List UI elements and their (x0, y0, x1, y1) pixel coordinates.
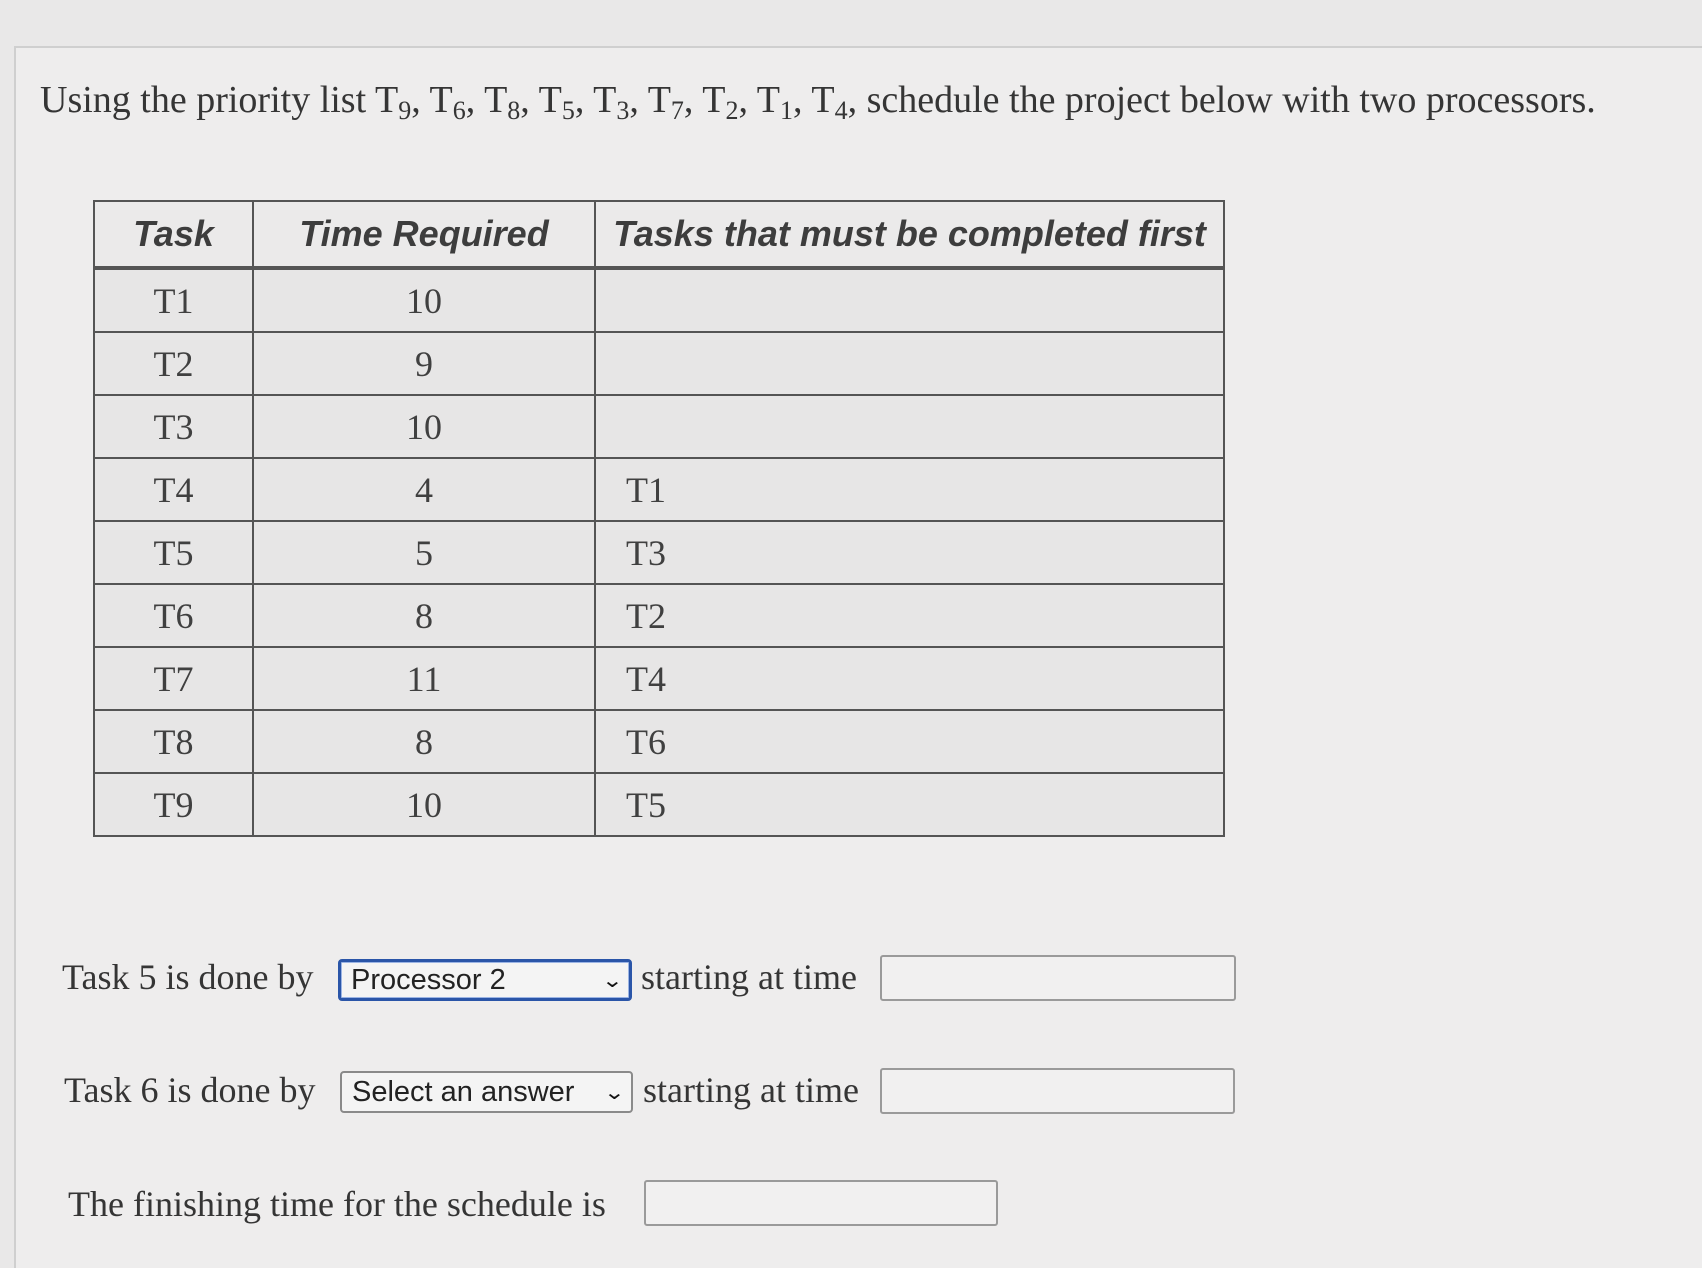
task-cell: T6 (94, 584, 253, 647)
priority-item: $T_5$, (538, 79, 594, 125)
table-row (94, 647, 1224, 710)
time-cell: 5 (253, 521, 595, 584)
task6-select-value: Select an answer (352, 1075, 575, 1108)
table-row (94, 584, 1224, 647)
time-cell: 10 (253, 268, 595, 332)
priority-item: $T_6$, (429, 79, 485, 125)
priority-item: $T_3$, (593, 79, 648, 125)
task5-label: Task 5 is done by (62, 957, 314, 997)
finishing-time-input[interactable] (644, 1180, 998, 1226)
prereq-cell: T1 (595, 458, 1224, 521)
header-time-required: Time Required (253, 201, 595, 268)
task-cell: T7 (94, 647, 253, 710)
time-cell: 9 (253, 332, 595, 395)
table-row (94, 332, 1224, 395)
question-suffix: schedule the project below with two processors. (866, 79, 1596, 121)
table-row (94, 521, 1224, 584)
task-cell: T3 (94, 395, 253, 458)
table-row (94, 773, 1224, 836)
time-cell: 11 (253, 647, 595, 710)
priority-item: $T_1$, (756, 79, 812, 125)
prereq-cell (595, 268, 1224, 332)
time-cell: 10 (253, 773, 595, 836)
prereq-cell (595, 332, 1224, 395)
time-cell: 8 (253, 710, 595, 773)
table-row (94, 710, 1224, 773)
task-cell: T4 (94, 458, 253, 521)
task6-label: Task 6 is done by (64, 1070, 316, 1110)
time-cell: 8 (253, 584, 595, 647)
task5-start-time-input[interactable] (880, 955, 1236, 1001)
prereq-cell: T2 (595, 584, 1224, 647)
header-task: Task (94, 201, 253, 268)
question-prefix: Using the priority list (40, 79, 375, 121)
priority-item: $T_9$, (374, 79, 430, 125)
task6-start-label: starting at time (643, 1070, 859, 1110)
priority-item: $T_7$, (647, 79, 703, 125)
time-cell: 10 (253, 395, 595, 458)
task6-processor-select[interactable] (340, 1071, 633, 1113)
table-header-row (94, 201, 1224, 268)
priority-item: $T_4$, (811, 79, 867, 125)
task-cell: T9 (94, 773, 253, 836)
table-row (94, 458, 1224, 521)
task-cell: T1 (94, 268, 253, 332)
task5-start-label: starting at time (641, 957, 857, 997)
task6-start-time-input[interactable] (880, 1068, 1235, 1114)
time-cell: 4 (253, 458, 595, 521)
priority-item: $T_8$, (484, 79, 539, 125)
task5-processor-select[interactable] (338, 959, 632, 1001)
question-text (40, 78, 1596, 125)
task-cell: T5 (94, 521, 253, 584)
task5-select-value: Processor 2 (351, 963, 506, 996)
prereq-cell (595, 395, 1224, 458)
header-prerequisites: Tasks that must be completed first (595, 201, 1224, 268)
prereq-cell: T4 (595, 647, 1224, 710)
task-table (93, 200, 1225, 837)
table-row (94, 395, 1224, 458)
task-cell: T2 (94, 332, 253, 395)
chevron-down-icon: ⌄ (603, 1081, 626, 1104)
prereq-cell: T5 (595, 773, 1224, 836)
prereq-cell: T6 (595, 710, 1224, 773)
finish-label: The finishing time for the schedule is (68, 1184, 606, 1224)
priority-list (374, 79, 867, 125)
table-row (94, 268, 1224, 332)
priority-item: $T_2$, (702, 79, 757, 125)
prereq-cell: T3 (595, 521, 1224, 584)
chevron-down-icon: ⌄ (601, 969, 624, 992)
task-cell: T8 (94, 710, 253, 773)
